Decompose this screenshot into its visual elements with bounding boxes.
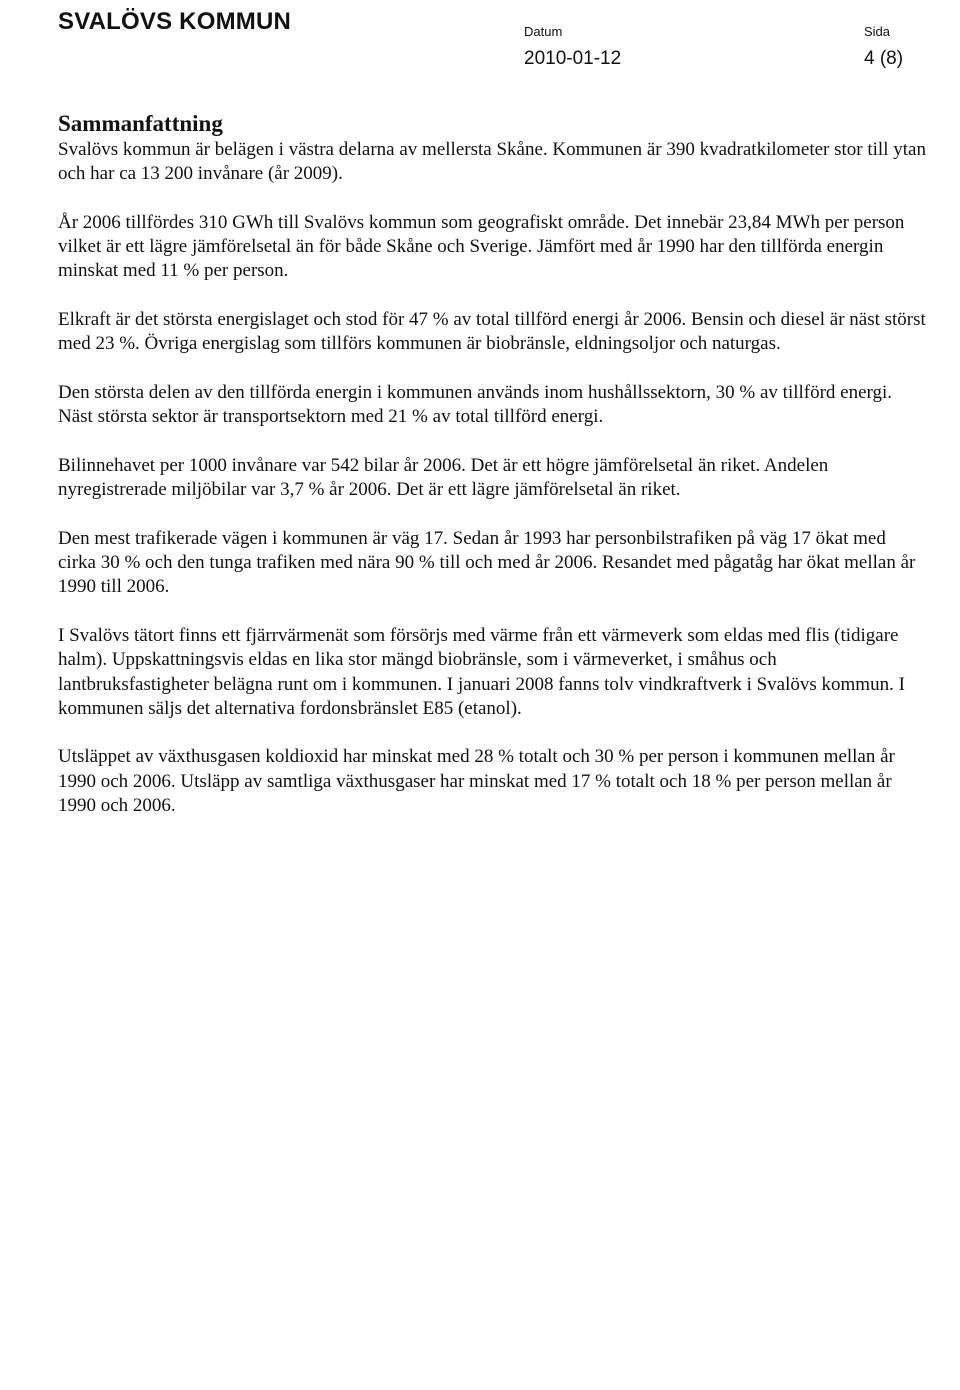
paragraph-car-ownership: Bilinnehavet per 1000 invånare var 542 bilar år 2006. Det är ett högre jämförelsetal än riket. Andelen nyregistrerade miljöbilar var 3,7 % år 2006. Det är ett lägre jämförelsetal än riket. bbox=[58, 454, 829, 501]
organization-name: SVALÖVS KOMMUN bbox=[58, 8, 292, 35]
date-label: Datum bbox=[524, 24, 563, 39]
page-number: 4 (8) bbox=[864, 48, 904, 69]
paragraph-emissions: Utsläppet av växthusgasen koldioxid har minskat med 28 % totalt och 30 % per person i kommunen mellan år 1990 och 2006. Utsläpp av samtliga växthusgaser har minskat med 17 % totalt och 18 % per person mellan år 1990 och 2006. bbox=[58, 746, 895, 817]
paragraph-heating: I Svalövs tätort finns ett fjärrvärmenät som försörjs med värme från ett värmeverk som eldas med flis (tidigare halm). Uppskattningsvis eldas en lika stor mängd biobränsle, som i värmeverket, i småhus och lantbruksfastigheter belägna runt om i kommunen. I januari 2008 fanns tolv vindkraftverk i Svalövs kommun. I kommunen säljs det alternativa fordonsbränslet E85 (etanol). bbox=[58, 624, 905, 719]
paragraph-energy-supply: År 2006 tillfördes 310 GWh till Svalövs kommun som geografiskt område. Det innebär 23,84 MWh per person vilket är ett lägre jämförelsetal än för både Skåne och Sverige. Jämfört med år 1990 har den tillförda energin minskat med 11 % per person. bbox=[58, 211, 905, 282]
paragraph-energy-use: Den största delen av den tillförda energin i kommunen används inom hushållssektorn, 30 % av tillförd energi. Näst största sektor är transportsektorn med 21 % av total tillförd energi. bbox=[58, 381, 893, 428]
paragraph-traffic: Den mest trafikerade vägen i kommunen är väg 17. Sedan år 1993 har personbilstrafiken på väg 17 ökat med cirka 30 % och den tunga trafiken med nära 90 % till och med år 2006. Resandet med pågatåg har ökat mellan år 1990 till 2006. bbox=[58, 527, 916, 598]
document-body bbox=[58, 110, 928, 843]
date-value: 2010-01-12 bbox=[524, 48, 622, 69]
page-label: Sida bbox=[864, 24, 891, 39]
paragraph-intro: Svalövs kommun är belägen i västra delarna av mellersta Skåne. Kommunen är 390 kvadratkilometer stor till ytan och har ca 13 200 invånare (år 2009). bbox=[58, 139, 926, 185]
paragraph-energy-types: Elkraft är det största energislaget och stod för 47 % av total tillförd energi år 2006. Bensin och diesel är näst störst med 23 %. Övriga energislag som tillförs kommunen är biobränsle, eldningsoljor och naturgas. bbox=[58, 309, 926, 355]
section-heading: Sammanfattning bbox=[58, 111, 223, 136]
